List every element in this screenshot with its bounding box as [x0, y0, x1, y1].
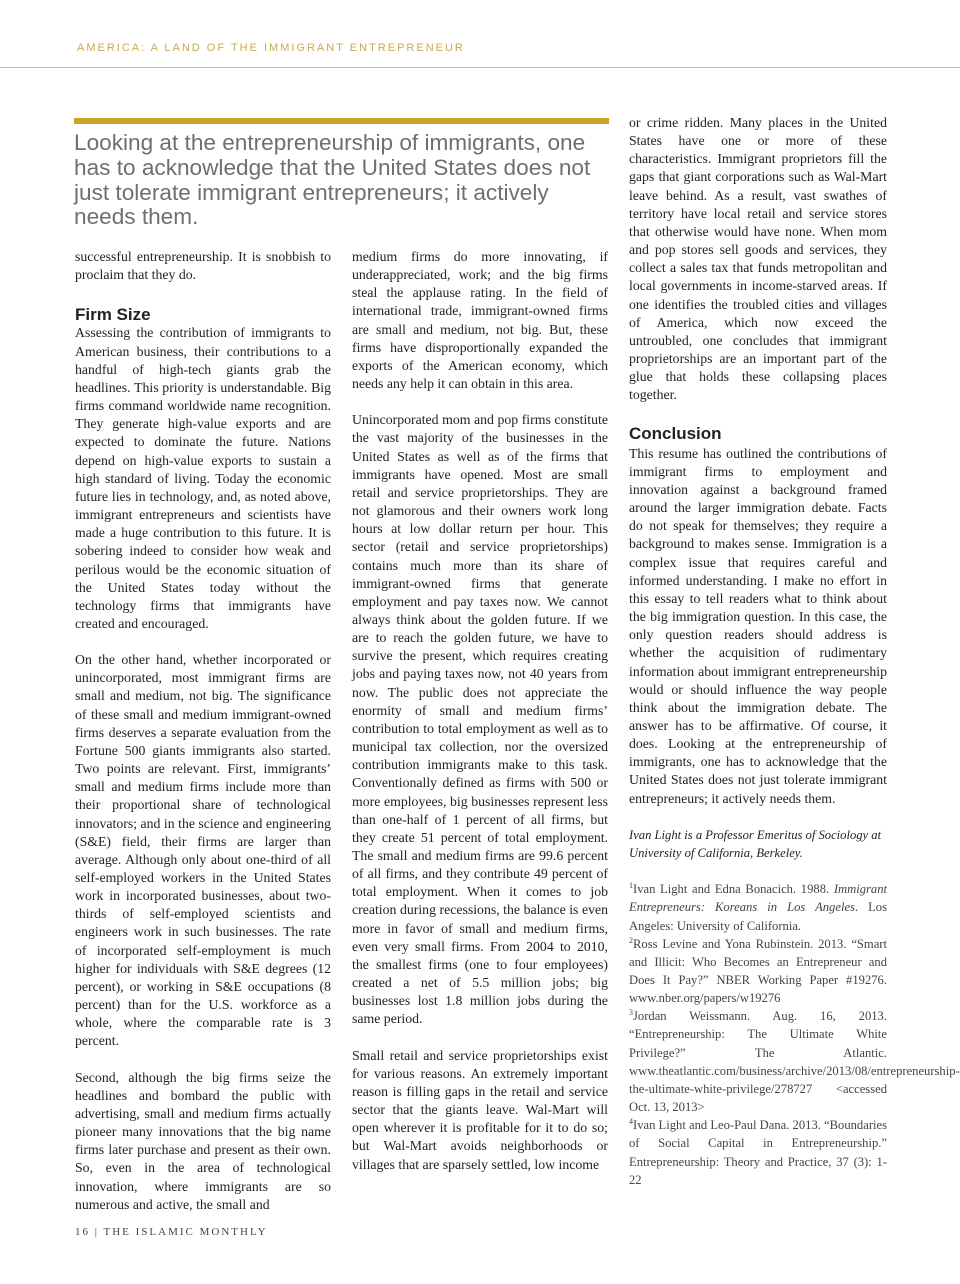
pull-quote-bar: [74, 118, 609, 124]
footer-separator: |: [94, 1226, 99, 1238]
paragraph: Small retail and service proprietorships exist for various reasons. An extremely important reason is filling gaps in the retail and service sector that the giants leave. Wal-Mart will open wherever it is profitable for it to do so; but Wal-Mart avoids neighborhoods or villages that are sparsely settled, low income: [352, 1047, 608, 1172]
running-header: AMERICA: A LAND OF THE IMMIGRANT ENTREPRENEUR: [77, 42, 465, 54]
column-1: [75, 248, 331, 1214]
paragraph: Unincorporated mom and pop firms constitute the vast majority of the businesses in the United States as well as of the firms that immigrants have opened. Most are small retail and service proprietorships. They are not glamorous and their owners work long hours at low dollar return per hour. This sector (retail and service proprietorships) contains much more than its share of immigrant-owned firms that generate employment and pay taxes now. We cannot always think about the golden future. If we are to reach the golden future, we have to survive the present, which requires creating jobs and paying taxes now, not 40 years from now. The public does not appreciate the enormity of small and medium firms’ contribution to total employment as well as to municipal tax collection, nor the oversized contribution immigrants make to this task. Conventionally defined as firms with 500 or more employees, big businesses represent less than one-half of 1 percent of all firms, but they create 51 percent of total employment. The small and medium firms are 99.6 percent of all firms, and they contribute 49 percent of total employment. When it comes to job creation during recessions, the balance is even more in favor of small and medium firms, even very small firms. From 2004 to 2010, the smallest firms (one to four employees) created a net of 5.5 million jobs; big businesses lost 1.8 million jobs during the same period.: [352, 412, 608, 1027]
header-divider: [0, 67, 960, 68]
section-heading-conclusion: Conclusion: [629, 423, 722, 443]
column-2: [352, 248, 608, 1174]
endnotes: [629, 880, 960, 1189]
endnote: $^4$Ivan Light and Leo-Paul Dana. 2013. “Boundaries of Social Capital in Entrepreneurship.” Entrepreneurship: Theory and Practice, 37 (3): 1-22: [629, 1117, 887, 1187]
endnote: $^3$Jordan Weissmann. Aug. 16, 2013. “Entrepreneurship: The Ultimate White Privilege?” The Atlantic. www.theatlantic.com/business/archive/2013/08/entrepreneurship-the-ultimate-white-privilege/278727 <accessed Oct. 13, 2013>: [629, 1008, 960, 1115]
paragraph: medium firms do more innovating, if underappreciated, work; and the big firms steal the applause rating. In the field of international trade, immigrant-owned firms are small and medium, not big. But, these firms have disproportionally expanded the exports of the American economy, which needs any help it can obtain in this area.: [352, 249, 608, 392]
paragraph: or crime ridden. Many places in the United States have one or more of these characteristics. Immigrant proprietors fill the gaps that giant corporations such as Wal-Mart leave behind. As a result, vast swathes of territory have local retail and service stores that otherwise would have none. When mom and pop stores sell goods and services, they collect a sales tax that funds metropolitan and local governments in income-starved areas. If one identifies the troubled cities and villages of America, which now exceed the untroubled, one concludes that immigrant proprietorships are an important part of the glue that holds these collapsing places together.: [629, 115, 887, 403]
pull-quote: Looking at the entrepreneurship of immigrants, one has to acknowledge that the United States does not just tolerate immigrant entrepreneurs; it actively needs them.: [74, 130, 591, 230]
paragraph: This resume has outlined the contributions of immigrant firms to employment and innovation against a background framed around the larger immigration debate. Facts do not speak for themselves; they require a background to makes sense. Immigration is a complex issue that requires careful and informed understanding. I make no effort in this essay to tell readers what to think about the big immigration question. In this case, the only question readers should address is whether the acquisition of rudimentary information about immigrant entrepreneurship would or should influence the way people think about the immigration debate. The answer has to be affirmative. Of course, it does. Looking at the entrepreneurship of immigrants, one has to acknowledge that the United States does not just tolerate immigrant entrepreneurs; it actively needs them.: [629, 445, 887, 806]
paragraph: On the other hand, whether incorporated or unincorporated, most immigrant firms are small and medium, not big. The significance of these small and medium immigrant-owned firms deserves a separate evaluation from the Fortune 500 giants immigrants also started. Two points are relevant. First, immigrants’ small and medium firms include more than their proportional share of technological innovators; and in the science and engineering (S&E) field, their firms are larger than average. Although only about one-third of all self-employed workers in the United States work in incorporated businesses, about two-thirds of self-employed scientists and engineers work in such businesses. The rate of incorporated self-employment is much higher for individuals with S&E degrees (12 percent), or working in S&E occupations (8 percent) than for the U.S. workforce as a whole, where the comparable rate is 3 percent.: [75, 652, 331, 1049]
page-footer: [75, 1226, 268, 1238]
paragraph: Assessing the contribution of immigrants to American business, their contributions to a handful of high-tech giants grab the headlines. This priority is understandable. Big firms command worldwide name recognition. They generate high-value exports and are expected to dominate the future. Nations depend on high-value exports to sustain a high standard of living. Today the economic future lies in technology, and, as noted above, immigrant entrepreneurs and scientists have made a huge contribution to this future. It is sobering indeed to consider how weak and perilous would be the economic situation of the United States today without the technology firms that immigrants have created and encouraged.: [75, 325, 331, 631]
column-3: [629, 114, 960, 1189]
endnote: $^1$Ivan Light and Edna Bonacich. 1988. Immigrant Entrepreneurs: Koreans in Los Angeles. Los Angeles: University of California.: [629, 881, 887, 933]
paragraph: successful entrepreneurship. It is snobbish to proclaim that they do.: [75, 249, 331, 283]
endnote: $^2$Ross Levine and Yona Rubinstein. 2013. “Smart and Illicit: Who Becomes an Entrepreneur and Does It Pay?” NBER Working Paper #19276. www.nber.org/papers/w19276: [629, 935, 887, 1006]
page-number: 16: [75, 1226, 90, 1238]
section-heading-firm-size: Firm Size: [75, 305, 151, 325]
paragraph: Second, although the big firms seize the headlines and bombard the public with advertising, small and medium firms actually pioneer many innovations that the big name firms later purchase and present as their own. So, even in the area of technological innovation, where immigrants are so numerous and active, the small and: [75, 1069, 331, 1212]
author-byline: Ivan Light is a Professor Emeritus of Sociology at University of California, Berkeley.: [629, 827, 882, 860]
magazine-name: THE ISLAMIC MONTHLY: [103, 1226, 268, 1238]
